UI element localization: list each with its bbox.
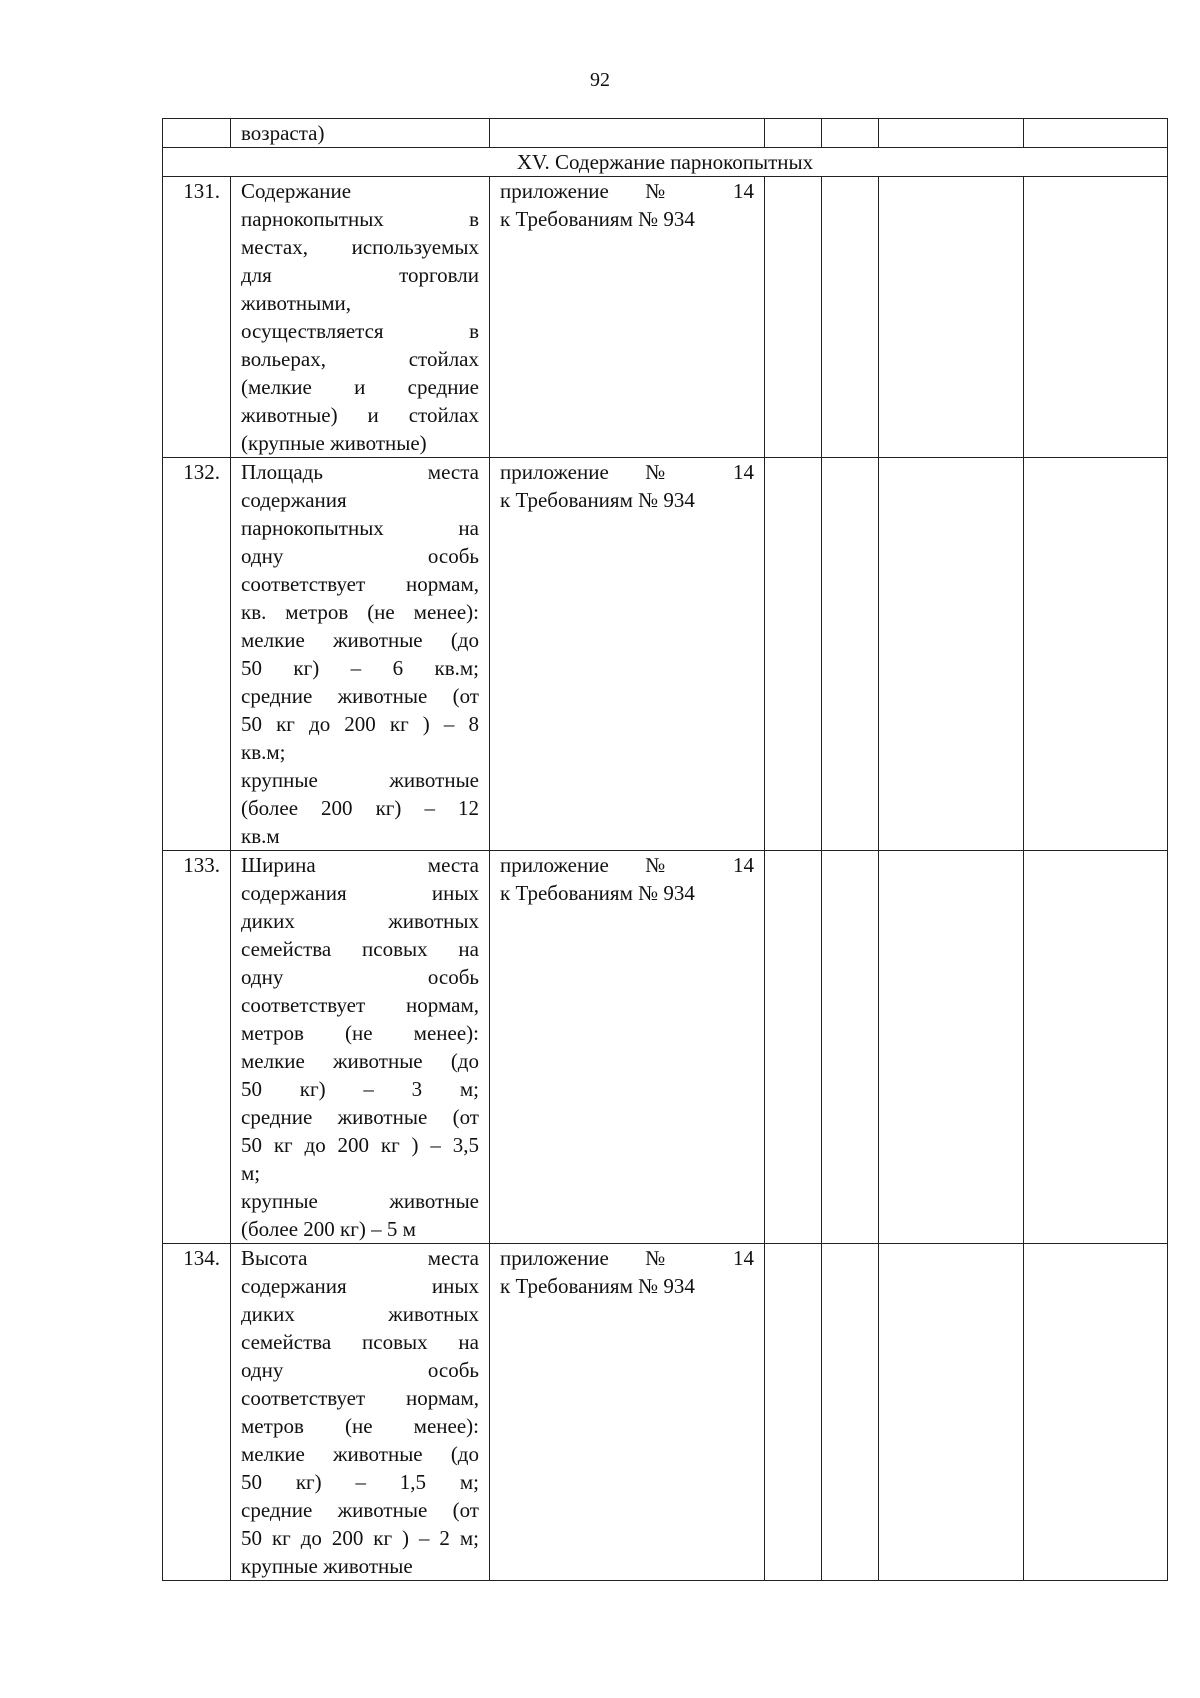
description-line: 50 кг) – 3 м; <box>241 1077 479 1101</box>
description-line: крупные животные <box>241 768 479 792</box>
description-line: Содержание <box>241 179 352 203</box>
row-number-cell <box>163 119 231 148</box>
description-line: соответствует нормам, <box>241 572 479 596</box>
description-line: средние животные (от <box>241 1498 479 1522</box>
reference-line: приложение № 14 <box>500 853 754 877</box>
reference-cell <box>490 119 765 148</box>
reference-line: к Требованиям № 934 <box>500 207 695 231</box>
description-line: животные) и стойлах <box>241 403 479 427</box>
empty-cell <box>1024 119 1168 148</box>
description-cell <box>231 177 490 458</box>
empty-cell <box>879 458 1024 851</box>
description-line: мелкие животные (до <box>241 628 479 652</box>
description-line: содержания иных <box>241 1274 479 1298</box>
table-row <box>163 1244 1168 1581</box>
reference-line: к Требованиям № 934 <box>500 488 695 512</box>
table-row <box>163 177 1168 458</box>
description-cell <box>231 458 490 851</box>
reference-line: приложение № 14 <box>500 460 754 484</box>
empty-cell <box>879 1244 1024 1581</box>
reference-line: приложение № 14 <box>500 1246 754 1270</box>
description-line: кв.м; <box>241 740 286 764</box>
description-line: парнокопытных на <box>241 516 479 540</box>
description-line: одну особь <box>241 965 479 989</box>
reference-line: приложение № 14 <box>500 179 754 203</box>
requirements-rows <box>163 177 1168 1581</box>
description-line: соответствует нормам, <box>241 993 479 1017</box>
description-line: местах, используемых <box>241 235 479 259</box>
description-line: диких животных <box>241 1302 479 1326</box>
description-line: (более 200 кг) – 12 <box>241 796 479 820</box>
page-number: 92 <box>590 69 610 91</box>
description-line: 50 кг до 200 кг ) – 2 м; <box>241 1526 479 1550</box>
empty-cell <box>822 177 879 458</box>
description-line: 50 кг) – 1,5 м; <box>241 1470 479 1494</box>
description-line: Ширина места <box>241 853 479 877</box>
reference-cell <box>490 851 765 1244</box>
reference-cell <box>490 177 765 458</box>
description-line: диких животных <box>241 909 479 933</box>
description-line: (более 200 кг) – 5 м <box>241 1217 416 1241</box>
description-line: осуществляется в <box>241 319 479 343</box>
description-line: средние животные (от <box>241 684 479 708</box>
description-cell: возраста) <box>231 119 490 148</box>
description-line: вольерах, стойлах <box>241 347 479 371</box>
description-line: парнокопытных в <box>241 207 479 231</box>
reference-line: к Требованиям № 934 <box>500 1274 695 1298</box>
table-row <box>163 851 1168 1244</box>
description-line: 50 кг) – 6 кв.м; <box>241 656 479 680</box>
description-line: одну особь <box>241 544 479 568</box>
reference-cell <box>490 458 765 851</box>
section-header-row <box>163 148 1168 177</box>
row-number-cell: 132. <box>163 458 231 851</box>
description-line: Площадь места <box>241 460 479 484</box>
empty-cell <box>765 119 822 148</box>
empty-cell <box>765 851 822 1244</box>
description-line: семейства псовых на <box>241 1330 479 1354</box>
empty-cell <box>1024 851 1168 1244</box>
description-line: для торговли <box>241 263 479 287</box>
description-cell <box>231 851 490 1244</box>
description-line: одну особь <box>241 1358 479 1382</box>
description-line: крупные животные <box>241 1189 479 1213</box>
description-line: Высота места <box>241 1246 479 1270</box>
table-row-continuation <box>163 119 1168 148</box>
description-line: (мелкие и средние <box>241 375 479 399</box>
row-number-cell: 131. <box>163 177 231 458</box>
description-line: 50 кг до 200 кг ) – 8 <box>241 712 479 736</box>
description-line: мелкие животные (до <box>241 1442 479 1466</box>
description-line: содержания <box>241 488 347 512</box>
description-line: 50 кг до 200 кг ) – 3,5 <box>241 1133 479 1157</box>
table-row <box>163 458 1168 851</box>
empty-cell <box>879 177 1024 458</box>
reference-line: к Требованиям № 934 <box>500 881 695 905</box>
empty-cell <box>822 851 879 1244</box>
description-line: крупные животные <box>241 1554 413 1578</box>
empty-cell <box>765 1244 822 1581</box>
empty-cell <box>822 1244 879 1581</box>
empty-cell <box>765 458 822 851</box>
description-line: средние животные (от <box>241 1105 479 1129</box>
description-cell <box>231 1244 490 1581</box>
description-line: метров (не менее): <box>241 1021 479 1045</box>
empty-cell <box>765 177 822 458</box>
description-line: м; <box>241 1161 261 1185</box>
row-number-cell: 133. <box>163 851 231 1244</box>
empty-cell <box>822 458 879 851</box>
description-line: мелкие животные (до <box>241 1049 479 1073</box>
row-number-cell: 134. <box>163 1244 231 1581</box>
description-line: животными, <box>241 291 352 315</box>
description-line: семейства псовых на <box>241 937 479 961</box>
empty-cell <box>1024 1244 1168 1581</box>
description-line: кв.м <box>241 824 280 848</box>
empty-cell <box>1024 458 1168 851</box>
empty-cell <box>822 119 879 148</box>
empty-cell <box>879 119 1024 148</box>
empty-cell <box>879 851 1024 1244</box>
requirements-table <box>162 118 1168 1581</box>
description-line: содержания иных <box>241 881 479 905</box>
description-line: кв. метров (не менее): <box>241 600 479 624</box>
description-line: (крупные животные) <box>241 431 427 455</box>
description-line: соответствует нормам, <box>241 1386 479 1410</box>
description-line: метров (не менее): <box>241 1414 479 1438</box>
section-title: XV. Содержание парнокопытных <box>163 148 1168 177</box>
reference-cell <box>490 1244 765 1581</box>
empty-cell <box>1024 177 1168 458</box>
